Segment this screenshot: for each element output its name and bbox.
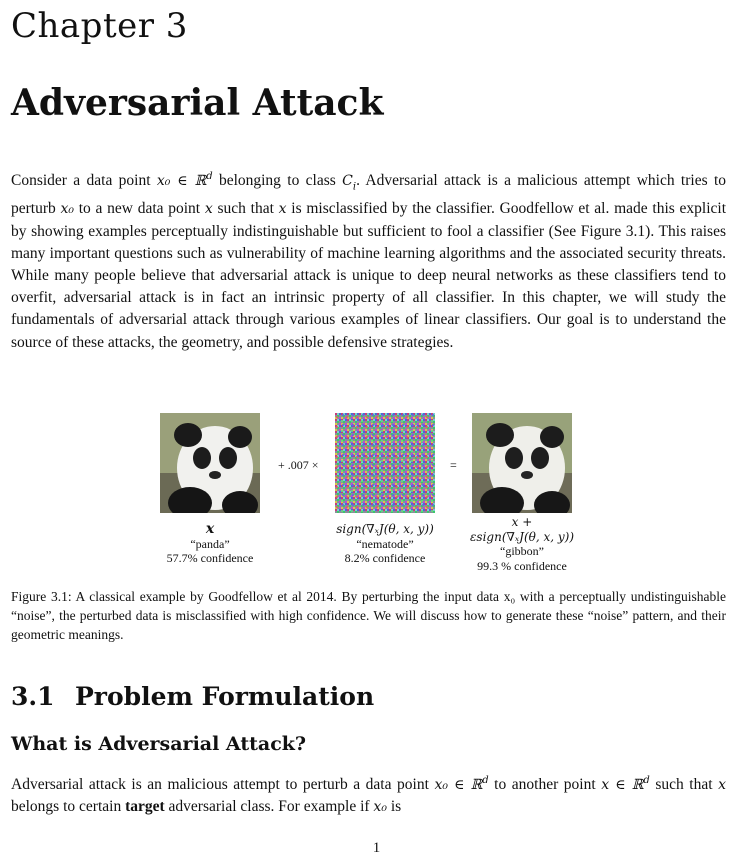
panda-caption: x “panda” 57.7% confidence	[166, 521, 254, 565]
intro-paragraph: Consider a data point x₀ ∈ ℝ$^d$ belonging to class $C_i$. Adversarial attack is a malicious attempt which tries to perturb x₀ to a new data point x such that x is misclassified by the classifier. Goodfellow et al. made this explicit by showing examples perceptually indistinguishable but sufficient to fool a classifier (See Figure 3.1). This raises many important questions such as vulnerability of machine learning algorithms and the associated security threats. While many people believe that adversarial attack is unique to deep neural networks as these classifiers tend to overfit, adversarial attack is in fact an intrinsic property of all classifier. In this chapter, we will study the fundamentals of adversarial attack through various examples of linear classifiers. Our goal is to understand the source of these attacks, the geometry, and possible defensive strategies.	[11, 171, 726, 351]
body-paragraph: Adversarial attack is an malicious attempt to perturb a data point x₀ ∈ ℝ$^d$ to another point x ∈ ℝ$^d$ such that x belongs to certain target adversarial class. For example if x₀ is	[11, 775, 727, 816]
chapter-label: Chapter 3	[11, 6, 188, 46]
section-heading: 3.1 Problem Formulation	[11, 682, 375, 711]
figure-3-1	[150, 410, 590, 575]
page-number: 1	[372, 840, 381, 856]
figure-caption: Figure 3.1: A classical example by Goodfellow et al 2014. By perturbing the input data x₀ with a perceptually undistinguishable “noise”, the perturbed data is misclassified with high confidence. We will discuss how to generate these “noise” pattern, and their geometric meanings.	[11, 589, 726, 642]
subsection-heading: What is Adversarial Attack?	[11, 733, 307, 755]
panda-image	[160, 413, 260, 513]
noise-image	[335, 413, 435, 513]
gibbon-caption: x + εsign(∇ₓJ(θ, x, y)) “gibbon” 99.3 % confidence	[469, 515, 575, 573]
noise-caption: sign(∇ₓJ(θ, x, y)) “nematode” 8.2% confidence	[336, 522, 434, 565]
equals-operator: =	[450, 458, 457, 472]
chapter-title: Adversarial Attack	[11, 82, 384, 124]
plus-operator: + .007 ×	[278, 458, 319, 472]
perturbed-panda-image	[472, 413, 572, 513]
